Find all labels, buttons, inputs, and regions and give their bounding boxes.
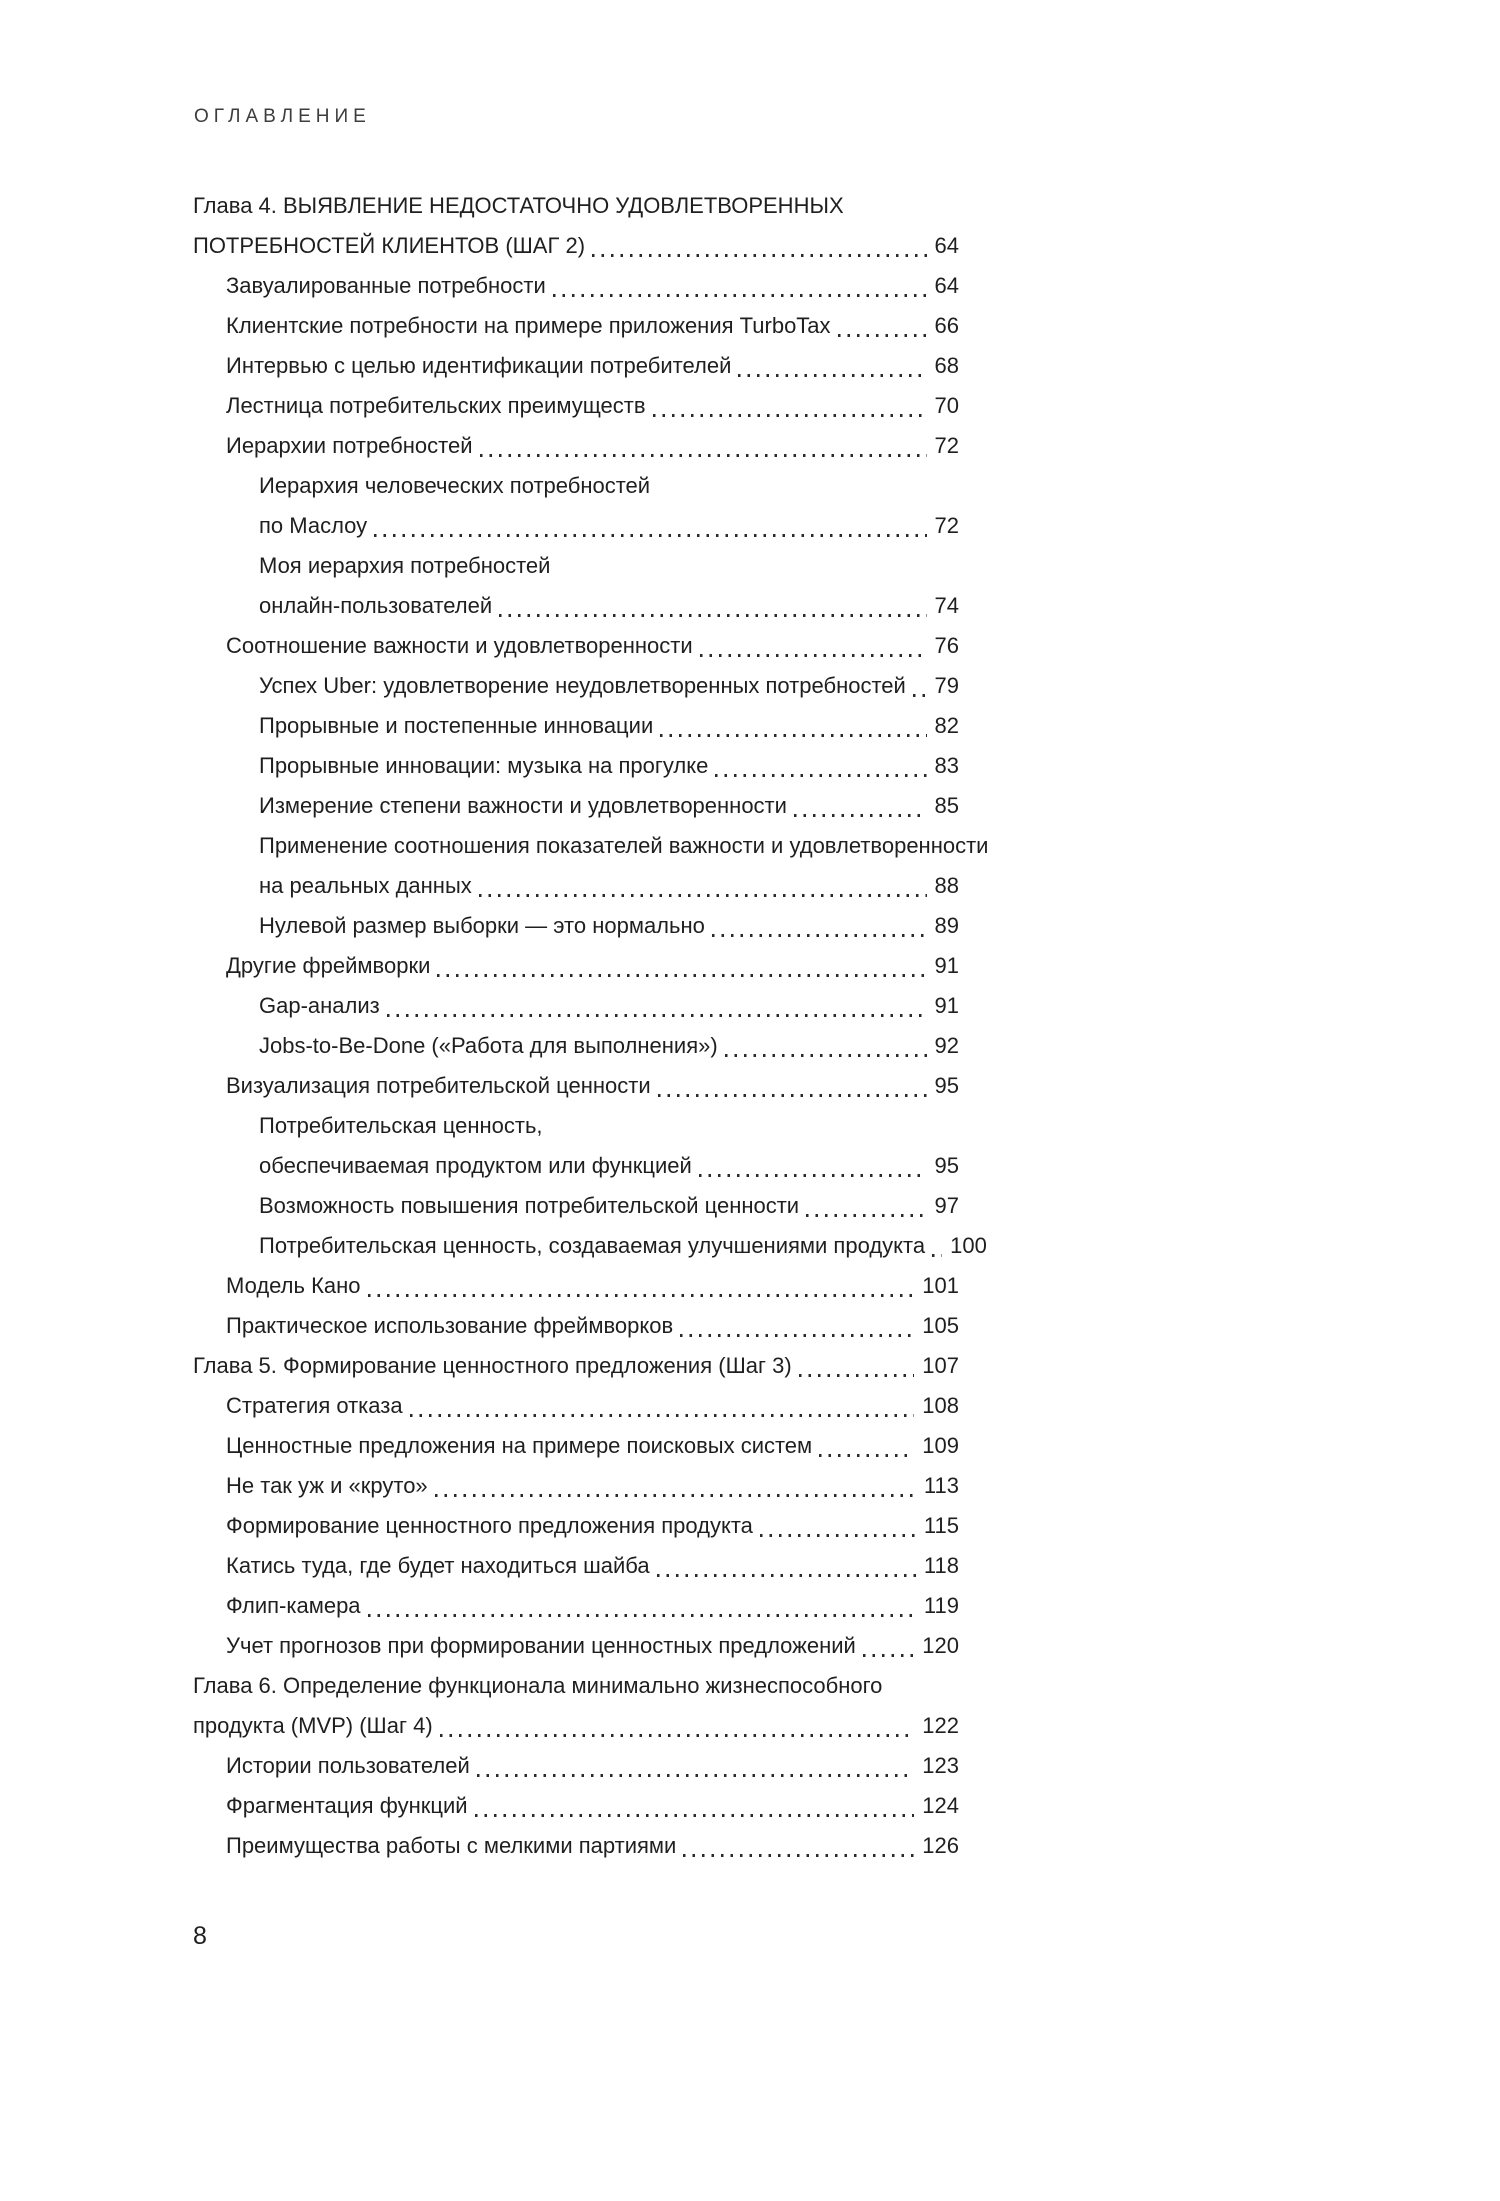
toc-entry — [193, 1106, 959, 1146]
toc-entry-page: 107 — [922, 1353, 959, 1378]
toc-entry-text: Катись туда, где будет находиться шайба — [226, 1553, 650, 1578]
toc-entry-text: Интервью с целью идентификации потребителей — [226, 353, 732, 378]
toc-entry-page: 79 — [934, 673, 959, 698]
toc-entry-text: Не так уж и «круто» — [226, 1473, 428, 1498]
toc-entry — [193, 626, 959, 666]
toc-entry-text: Другие фреймворки — [226, 953, 431, 978]
toc-entry-page: 123 — [922, 1753, 959, 1778]
toc-entry-text: Измерение степени важности и удовлетворенности — [259, 793, 787, 818]
toc-entry-page: 122 — [922, 1713, 959, 1738]
toc-entry-page: 82 — [934, 713, 959, 738]
toc-entry-text: Истории пользователей — [226, 1753, 470, 1778]
dot-leader — [475, 1814, 915, 1817]
toc-entry-text: Модель Кано — [226, 1273, 361, 1298]
dot-leader — [819, 1454, 914, 1457]
toc-entry — [193, 266, 959, 306]
dot-leader — [374, 534, 926, 537]
table-of-contents — [193, 186, 989, 1866]
toc-entry — [193, 466, 959, 506]
dot-leader — [440, 1734, 915, 1737]
toc-entry-page: 85 — [934, 793, 959, 818]
toc-entry — [193, 426, 959, 466]
toc-entry-text: Успех Uber: удовлетворение неудовлетворенных потребностей — [259, 673, 906, 698]
toc-entry-text: Преимущества работы с мелкими партиями — [226, 1833, 677, 1858]
dot-leader — [794, 814, 927, 817]
toc-entry-page: 126 — [922, 1833, 959, 1858]
dot-leader — [715, 774, 926, 777]
toc-entry — [193, 1386, 959, 1426]
dot-leader — [437, 974, 926, 977]
dot-leader — [712, 934, 927, 937]
toc-entry — [193, 946, 959, 986]
toc-entry-page: 91 — [934, 993, 959, 1018]
toc-entry-text: Глава 6. Определение функционала минимально жизнеспособного — [193, 1673, 883, 1698]
toc-entry-text: Потребительская ценность, — [259, 1113, 543, 1138]
toc-entry-text: Иерархии потребностей — [226, 433, 473, 458]
toc-entry-text: ПОТРЕБНОСТЕЙ КЛИЕНТОВ (ШАГ 2) — [193, 233, 586, 258]
dot-leader — [368, 1614, 916, 1617]
toc-entry-page: 66 — [934, 313, 959, 338]
toc-entry-text: Стратегия отказа — [226, 1393, 403, 1418]
toc-entry-text: Визуализация потребительской ценности — [226, 1073, 651, 1098]
toc-entry — [193, 1586, 959, 1626]
toc-entry-text: Лестница потребительских преимуществ — [226, 393, 646, 418]
toc-entry — [193, 1266, 959, 1306]
toc-entry-text: Соотношение важности и удовлетворенности — [226, 633, 693, 658]
dot-leader — [410, 1414, 915, 1417]
toc-entry-text: Глава 4. ВЫЯВЛЕНИЕ НЕДОСТАТОЧНО УДОВЛЕТВОРЕННЫХ — [193, 193, 844, 218]
toc-entry — [193, 1306, 959, 1346]
toc-entry — [193, 1506, 959, 1546]
toc-entry-page: 91 — [934, 953, 959, 978]
toc-entry — [193, 866, 959, 906]
toc-entry-page: 83 — [934, 753, 959, 778]
toc-entry-page: 101 — [922, 1273, 959, 1298]
toc-entry-page: 89 — [934, 913, 959, 938]
dot-leader — [700, 654, 927, 657]
toc-entry-text: Jobs-to-Be-Done («Работа для выполнения») — [259, 1033, 718, 1058]
toc-entry-text: по Маслоу — [259, 513, 368, 538]
toc-entry — [193, 986, 959, 1026]
toc-entry — [193, 1826, 959, 1866]
toc-entry — [193, 1226, 987, 1266]
toc-entry-text: онлайн-пользователей — [259, 593, 493, 618]
toc-entry-page: 124 — [922, 1793, 959, 1818]
toc-entry-text: Моя иерархия потребностей — [259, 553, 551, 578]
toc-entry-text: Нулевой размер выборки — это нормально — [259, 913, 705, 938]
toc-entry — [193, 1426, 959, 1466]
toc-entry — [193, 1346, 959, 1386]
dot-leader — [387, 1014, 927, 1017]
toc-entry — [193, 546, 959, 586]
toc-entry-page: 64 — [934, 233, 959, 258]
toc-entry — [193, 506, 959, 546]
dot-leader — [592, 254, 926, 257]
toc-entry-page: 105 — [922, 1313, 959, 1338]
toc-entry-page: 88 — [934, 873, 959, 898]
toc-entry-page: 119 — [923, 1593, 959, 1618]
dot-leader — [838, 334, 927, 337]
toc-entry-page: 76 — [934, 633, 959, 658]
toc-entry-text: Прорывные инновации: музыка на прогулке — [259, 753, 709, 778]
toc-entry-page: 108 — [922, 1393, 959, 1418]
dot-leader — [680, 1334, 914, 1337]
toc-entry-page: 68 — [934, 353, 959, 378]
toc-entry-text: обеспечиваемая продуктом или функцией — [259, 1153, 692, 1178]
toc-entry-page: 72 — [934, 433, 959, 458]
dot-leader — [683, 1854, 914, 1857]
dot-leader — [657, 1574, 916, 1577]
toc-entry-page: 95 — [934, 1073, 959, 1098]
toc-entry — [193, 1706, 959, 1746]
toc-entry-page: 115 — [923, 1513, 959, 1538]
toc-entry-page: 118 — [923, 1553, 959, 1578]
dot-leader — [658, 1094, 927, 1097]
dot-leader — [435, 1494, 916, 1497]
toc-entry-page: 64 — [934, 273, 959, 298]
toc-entry-page: 72 — [934, 513, 959, 538]
toc-entry-page: 95 — [934, 1153, 959, 1178]
toc-entry — [193, 1746, 959, 1786]
toc-entry-text: Завуалированные потребности — [226, 273, 546, 298]
dot-leader — [553, 294, 927, 297]
toc-entry-page: 113 — [923, 1473, 959, 1498]
toc-entry — [193, 906, 959, 946]
toc-entry — [193, 586, 959, 626]
toc-entry-text: Учет прогнозов при формировании ценностных предложений — [226, 1633, 856, 1658]
toc-entry-text: Практическое использование фреймворков — [226, 1313, 674, 1338]
toc-entry — [193, 386, 959, 426]
toc-entry-page: 97 — [934, 1193, 959, 1218]
toc-entry-page: 109 — [922, 1433, 959, 1458]
toc-entry — [193, 1786, 959, 1826]
toc-entry-text: Gap-анализ — [259, 993, 380, 1018]
toc-entry-text: Глава 5. Формирование ценностного предложения (Шаг 3) — [193, 1353, 792, 1378]
dot-leader — [660, 734, 926, 737]
toc-entry — [193, 306, 959, 346]
dot-leader — [799, 1374, 915, 1377]
toc-entry — [193, 1466, 959, 1506]
toc-entry-text: Применение соотношения показателей важности и удовлетворенности — [259, 833, 989, 858]
dot-leader — [913, 694, 927, 697]
toc-entry — [193, 1146, 959, 1186]
toc-entry — [193, 186, 959, 226]
toc-entry-text: продукта (MVP) (Шаг 4) — [193, 1713, 433, 1738]
dot-leader — [738, 374, 926, 377]
toc-entry-text: Формирование ценностного предложения продукта — [226, 1513, 753, 1538]
toc-entry-text: Возможность повышения потребительской ценности — [259, 1193, 800, 1218]
dot-leader — [653, 414, 927, 417]
toc-entry — [193, 746, 959, 786]
toc-entry-text: Ценностные предложения на примере поисковых систем — [226, 1433, 813, 1458]
dot-leader — [806, 1214, 926, 1217]
toc-entry-text: Потребительская ценность, создаваемая улучшениями продукта — [259, 1233, 926, 1258]
dot-leader — [932, 1254, 942, 1257]
dot-leader — [699, 1174, 927, 1177]
dot-leader — [479, 894, 927, 897]
toc-entry — [193, 1066, 959, 1106]
dot-leader — [863, 1654, 914, 1657]
toc-entry-text: Флип-камера — [226, 1593, 361, 1618]
toc-entry-text: Клиентские потребности на примере приложения TurboTax — [226, 313, 831, 338]
dot-leader — [760, 1534, 916, 1537]
page-number: 8 — [193, 1922, 207, 1950]
toc-entry-text: Иерархия человеческих потребностей — [259, 473, 651, 498]
toc-entry — [193, 786, 959, 826]
toc-entry — [193, 666, 959, 706]
dot-leader — [499, 614, 926, 617]
toc-entry — [193, 346, 959, 386]
dot-leader — [725, 1054, 927, 1057]
dot-leader — [368, 1294, 915, 1297]
toc-entry-text: Прорывные и постепенные инновации — [259, 713, 654, 738]
dot-leader — [480, 454, 927, 457]
toc-entry — [193, 826, 989, 866]
toc-entry — [193, 1026, 959, 1066]
toc-entry-page: 100 — [950, 1233, 987, 1258]
toc-entry-page: 120 — [922, 1633, 959, 1658]
toc-entry-text: Фрагментация функций — [226, 1793, 468, 1818]
page-header: ОГЛАВЛЕНИЕ — [194, 106, 371, 127]
toc-entry-page: 74 — [934, 593, 959, 618]
toc-entry — [193, 1666, 959, 1706]
toc-entry-page: 70 — [934, 393, 959, 418]
toc-entry — [193, 706, 959, 746]
toc-entry — [193, 1546, 959, 1586]
dot-leader — [477, 1774, 915, 1777]
toc-entry-page: 92 — [934, 1033, 959, 1058]
toc-entry — [193, 1186, 959, 1226]
toc-entry — [193, 226, 959, 266]
toc-entry — [193, 1626, 959, 1666]
toc-entry-text: на реальных данных — [259, 873, 472, 898]
